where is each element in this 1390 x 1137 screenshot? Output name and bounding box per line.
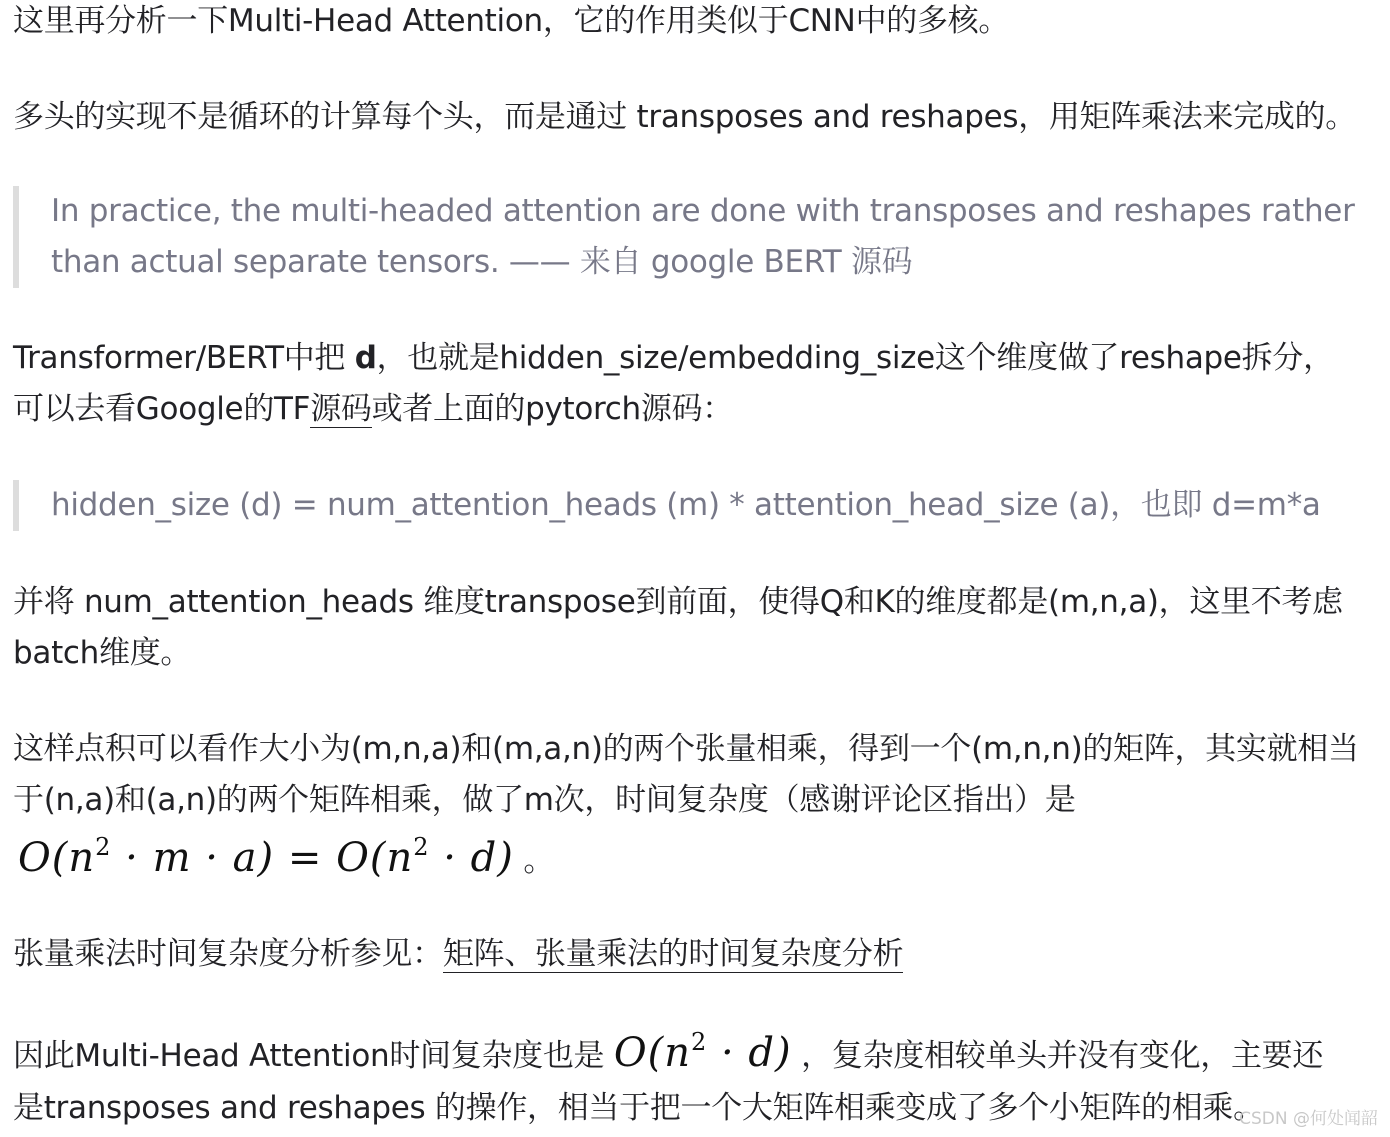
paragraph-transpose-line-2: batch维度。 [13,635,192,671]
math-superscript: 2 [413,833,430,861]
text-segment: 因此Multi-Head Attention时间复杂度也是 [13,1038,614,1074]
math-part: O(n [613,1030,691,1076]
quote-line-2: than actual separate tensors. —— 来自 google BERT 源码 [51,244,913,280]
math-superscript: 2 [690,1028,708,1056]
text-segment: 可以去看Google的TF [13,391,311,427]
complexity-analysis-link[interactable]: 矩阵、张量乘法的时间复杂度分析 [442,936,904,972]
paragraph-multihead-impl: 多头的实现不是循环的计算每个头，而是通过 transposes and reshapes，用矩阵乘法来完成的。 [13,99,1356,135]
text-segment: 。 [513,843,555,879]
paragraph-conclusion [13,1023,1385,1134]
paragraph-transpose-line-1: 并将 num_attention_heads 维度transpose到前面，使得Q和K的维度都是(m,n,a)，这里不考虑 [13,584,1343,620]
bold-d: d [354,340,377,376]
math-part: · d) [429,835,514,881]
paragraph-complexity-line-1: 这样点积可以看作大小为(m,n,a)和(m,a,n)的两个张量相乘，得到一个(m,n,n)的矩阵，其实就相当 [13,731,1359,767]
paragraph-complexity-line-2: 于(n,a)和(a,n)的两个矩阵相乘，做了m次，时间复杂度（感谢评论区指出）是 [13,782,1076,818]
math-superscript: 2 [95,833,112,861]
math-formula-multihead [614,1023,792,1083]
paragraph-intro: 这里再分析一下Multi-Head Attention，它的作用类似于CNN中的多核。 [13,3,1010,39]
paragraph-transpose [13,577,1385,679]
math-part: · m · a) = O(n [111,835,414,881]
paragraph-reference [13,929,903,980]
text-segment: ，复杂度相较单头并没有变化，主要还 [791,1038,1324,1074]
text-segment: Transformer/BERT中把 [13,340,355,376]
csdn-watermark: CSDN @何处闻韶 [1239,1109,1378,1129]
quote-formula: hidden_size (d) = num_attention_heads (m) * attention_head_size (a)，也即 d=m*a [51,487,1321,523]
paragraph-conclusion-line-2: 是transposes and reshapes 的操作，相当于把一个大矩阵相乘变成了多个小矩阵的相乘。 [13,1090,1264,1126]
paragraph-reshape-line-1 [13,333,1385,384]
text-segment: ，也就是hidden_size/embedding_size这个维度做了reshape拆分， [376,340,1334,376]
text-segment: 张量乘法时间复杂度分析参见： [13,936,443,972]
math-formula-complexity [18,828,514,888]
text-segment: 或者上面的pytorch源码： [371,391,733,427]
math-part: · d) [707,1030,792,1076]
quote-line-1: In practice, the multi-headed attention are done with transposes and reshapes rather [51,193,1355,229]
paragraph-reshape [13,333,1385,435]
paragraph-conclusion-line-1 [13,1023,1385,1083]
tf-source-link[interactable]: 源码 [310,391,372,427]
paragraph-complexity [13,724,1390,888]
blockquote-hidden-size [13,480,1381,531]
math-part: O(n [18,835,96,881]
blockquote-bert-note [13,186,1381,288]
paragraph-reshape-line-2 [13,384,1385,435]
complexity-formula-line [13,828,1390,888]
